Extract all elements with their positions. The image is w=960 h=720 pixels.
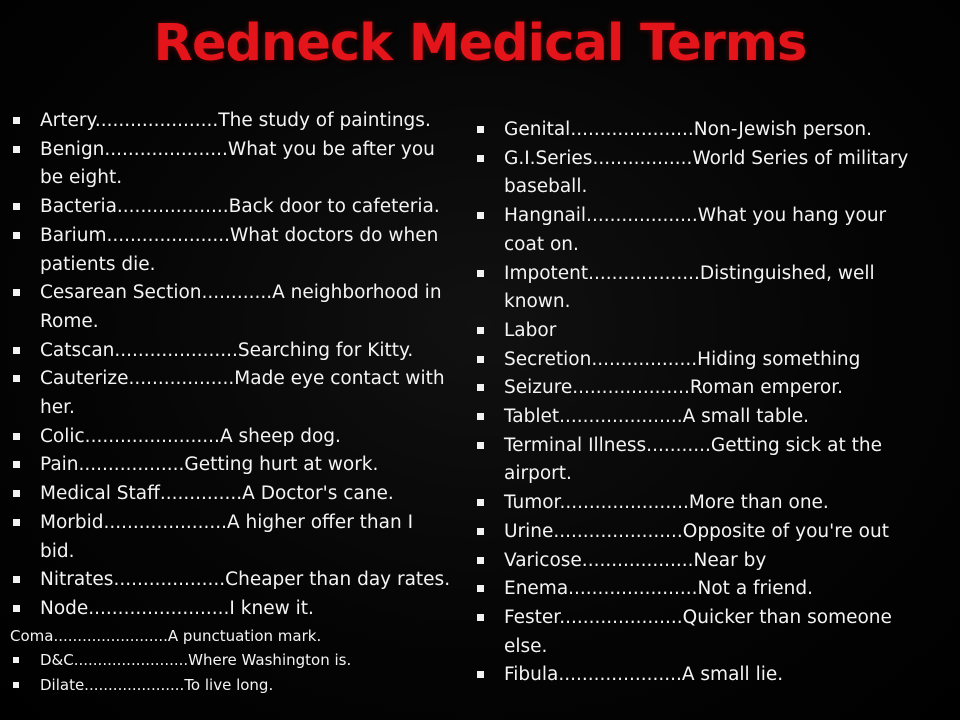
list-item: Nitrates...................Cheaper than day rates. bbox=[10, 566, 472, 595]
list-item: Cesarean Section............A neighborhood in Rome. bbox=[10, 279, 472, 336]
list-item: Labor bbox=[474, 317, 930, 346]
list-item: Fibula.....................A small lie. bbox=[474, 661, 930, 690]
list-item: Hangnail...................What you hang your coat on. bbox=[474, 202, 930, 259]
list-item: Morbid.....................A higher offer than I bid. bbox=[10, 509, 472, 566]
list-item: Genital.....................Non-Jewish person. bbox=[474, 116, 930, 145]
list-item: Catscan.....................Searching for Kitty. bbox=[10, 337, 472, 366]
list-item: Fester.....................Quicker than someone else. bbox=[474, 604, 930, 661]
list-item: Bacteria...................Back door to cafeteria. bbox=[10, 193, 472, 222]
list-item: Enema......................Not a friend. bbox=[474, 575, 930, 604]
list-item: Benign.....................What you be after you be eight. bbox=[10, 136, 472, 193]
right-term-list bbox=[474, 116, 930, 690]
list-item: Colic.......................A sheep dog. bbox=[10, 423, 472, 452]
list-item: Pain..................Getting hurt at work. bbox=[10, 451, 472, 480]
list-item: Terminal Illness...........Getting sick at the airport. bbox=[474, 432, 930, 489]
list-item: Urine......................Opposite of you're out bbox=[474, 518, 930, 547]
left-term-list bbox=[10, 107, 472, 698]
list-item: Node........................I knew it. bbox=[10, 595, 472, 624]
list-item: Varicose...................Near by bbox=[474, 547, 930, 576]
list-item: Impotent...................Distinguished, well known. bbox=[474, 260, 930, 317]
page-title: Redneck Medical Terms bbox=[153, 14, 807, 73]
list-item: Medical Staff..............A Doctor's cane. bbox=[10, 480, 472, 509]
list-item: D&C........................Where Washington is. bbox=[10, 648, 472, 673]
list-item: Tumor......................More than one. bbox=[474, 489, 930, 518]
list-item: Cauterize..................Made eye contact with her. bbox=[10, 365, 472, 422]
list-item: Secretion..................Hiding something bbox=[474, 346, 930, 375]
list-item: Coma........................A punctuation mark. bbox=[10, 626, 322, 645]
list-item: Seizure....................Roman emperor. bbox=[474, 374, 930, 403]
list-item: Tablet.....................A small table. bbox=[474, 403, 930, 432]
list-item: Dilate.....................To live long. bbox=[10, 673, 472, 698]
list-item: Artery.....................The study of paintings. bbox=[10, 107, 472, 136]
list-item: Barium.....................What doctors do when patients die. bbox=[10, 222, 472, 279]
list-item: G.I.Series.................World Series of military baseball. bbox=[474, 145, 930, 202]
